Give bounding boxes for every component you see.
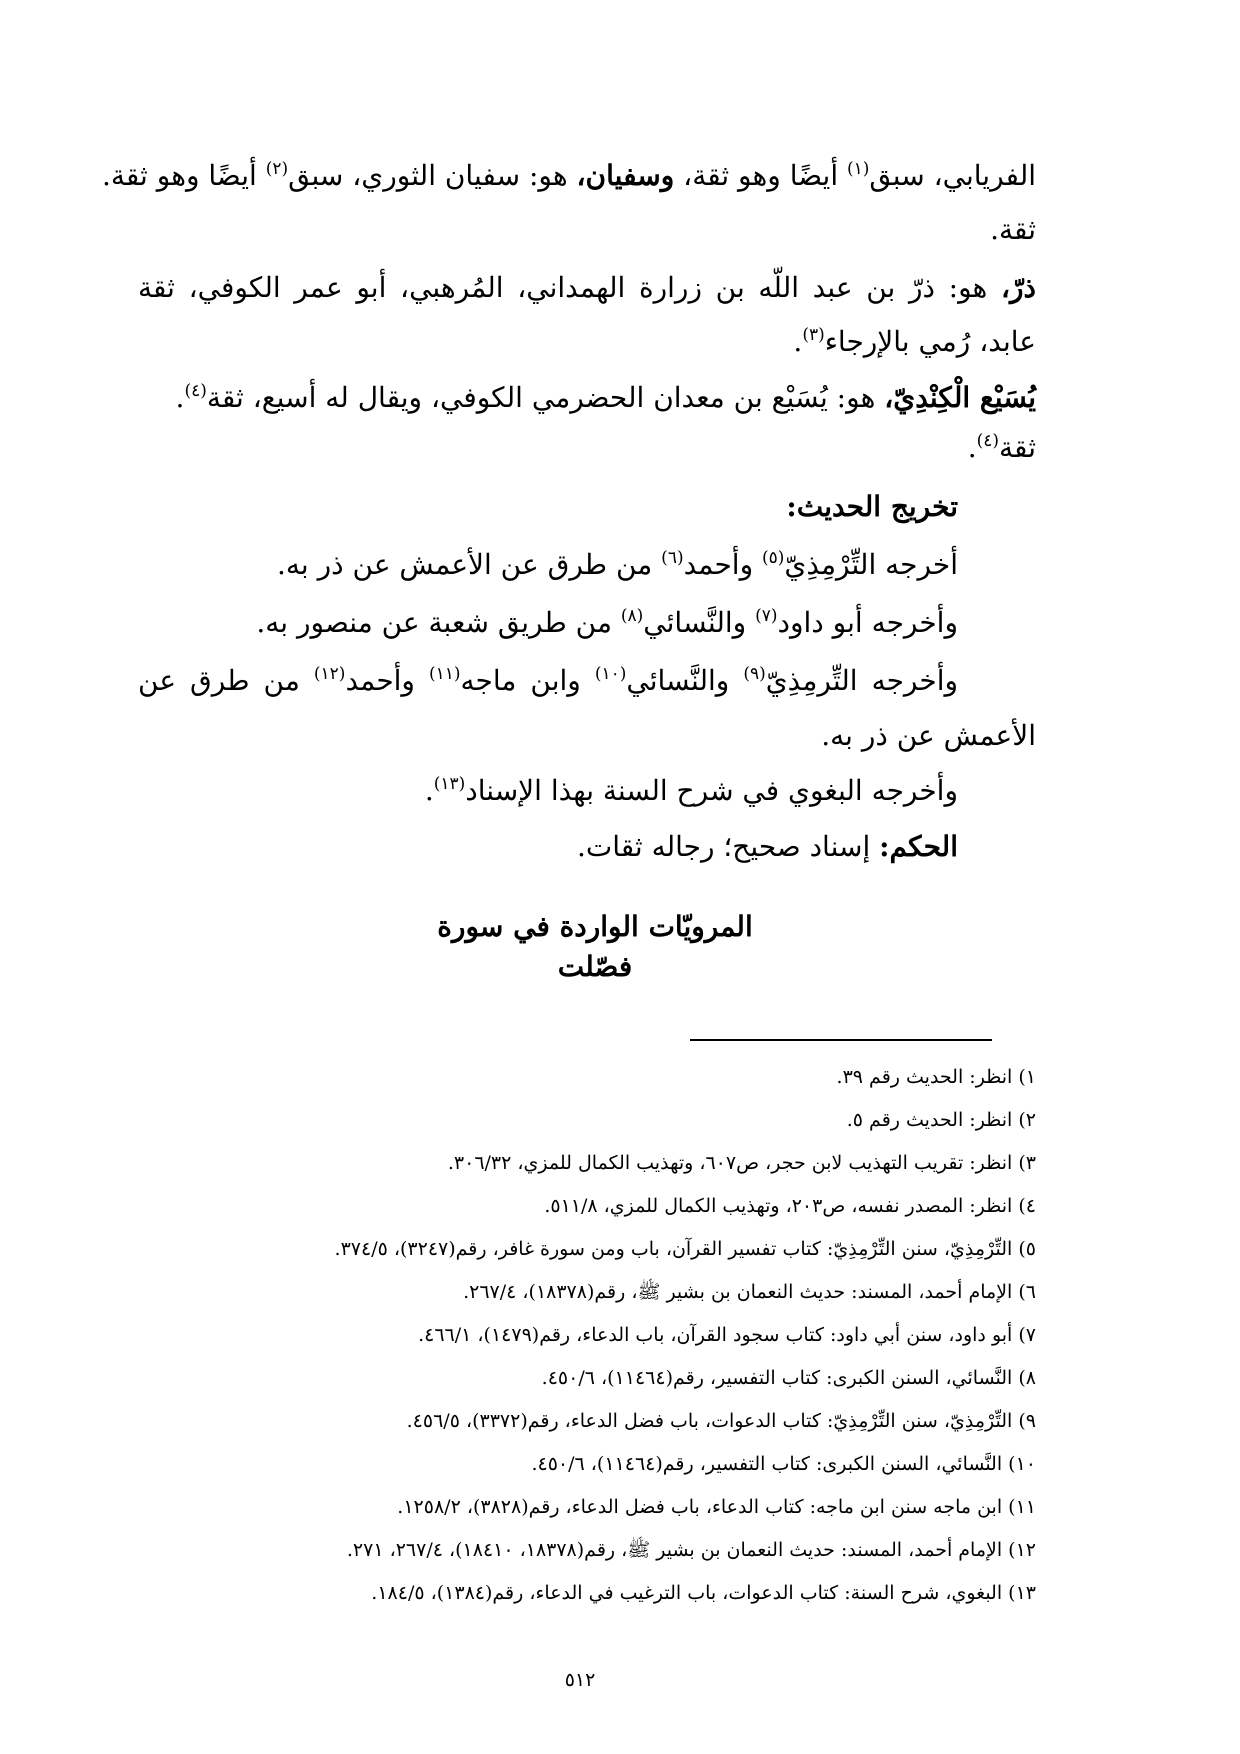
page-number: ٥١٢: [564, 1669, 596, 1691]
footnote-11: ١١) ابن ماجه سنن ابن ماجه: كتاب الدعاء، باب فضل الدعاء، رقم(٣٨٢٨)، ١٢٥٨/٢.: [397, 1496, 1036, 1518]
footnote-5: ٥) التِّرْمِذِيّ، سنن التِّرْمِذِيّ: كتاب تفسير القرآن، باب ومن سورة غافر، رقم(٣٢٤٧)، ٣٧٤/٥.: [334, 1238, 1036, 1260]
body-line-2: ثقة.: [990, 213, 1036, 246]
body-line-4: عابد، رُمي بالإرجاء$^{(٣)}$.: [793, 325, 1036, 358]
takhrij-line-4: الأعمش عن ذر به.: [821, 719, 1036, 752]
footnote-1: ١) انظر: الحديث رقم ٣٩.: [836, 1066, 1036, 1088]
footnote-3: ٣) انظر: تقريب التهذيب لابن حجر، ص٦٠٧، وتهذيب الكمال للمزي، ٣٠٦/٣٢.: [447, 1152, 1036, 1174]
footnote-7: ٧) أبو داود، سنن أبي داود: كتاب سجود القرآن، باب الدعاء، رقم(١٤٧٩)، ٤٦٦/١.: [418, 1324, 1036, 1346]
footnote-13: ١٣) البغوي، شرح السنة: كتاب الدعوات، باب الترغيب في الدعاء، رقم(١٣٨٤)، ١٨٤/٥.: [371, 1582, 1036, 1604]
footnote-10: ١٠) النَّسائي، السنن الكبرى: كتاب التفسير، رقم(١١٤٦٤)، ٤٥٠/٦.: [531, 1453, 1036, 1475]
hukm-line: الحكم: إسناد صحيح؛ رجاله ثقات.: [576, 830, 958, 863]
body-line-3: ذرّ، هو: ذرّ بن عبد اللّه بن زرارة الهمداني، المُرهبي، أبو عمر الكوفي، ثقة: [138, 271, 1036, 304]
takhrij-line-5: وأخرجه البغوي في شرح السنة بهذا الإسناد$^{(١٣)}$.: [424, 774, 958, 807]
takhrij-line-2: وأخرجه أبو داود$^{(٧)}$ والنَّسائي$^{(٨)}$ من طريق شعبة عن منصور به.: [256, 606, 958, 639]
takhrij-line-1: أخرجه التِّرْمِذِيّ$^{(٥)}$ وأحمد$^{(٦)}$ من طرق عن الأعمش عن ذر به.: [277, 548, 958, 581]
footnote-4: ٤) انظر: المصدر نفسه، ص٢٠٣، وتهذيب الكمال للمزي، ٥١١/٨.: [544, 1195, 1036, 1217]
body-line-5: يُسَيْع الْكِنْدِيّ، هو: يُسَيْع بن معدان الحضرمي الكوفي، ويقال له أسيع، ثقة$^{(٤)}$.: [175, 381, 1036, 414]
footnote-8: ٨) النَّسائي، السنن الكبرى: كتاب التفسير، رقم(١١٤٦٤)، ٤٥٠/٦.: [541, 1367, 1036, 1389]
section-heading: تخريج الحديث:: [786, 490, 958, 523]
footnote-2: ٢) انظر: الحديث رقم ٥.: [846, 1109, 1036, 1131]
section-title: المرويّات الواردة في سورة فصّلت: [437, 910, 753, 983]
footnote-9: ٩) التِّرْمِذِيّ، سنن التِّرْمِذِيّ: كتاب الدعوات، باب فضل الدعاء، رقم(٣٣٧٢)، ٤٥٦/٥.: [406, 1410, 1036, 1432]
body-line-6: ثقة$^{(٤)}$.: [967, 431, 1036, 464]
body-line-1: الفريابي، سبق$^{(١)}$ أيضًا وهو ثقة، وسفيان، هو: سفيان الثوري، سبق$^{(٢)}$ أيضًا وهو ثقة.: [101, 159, 1036, 192]
footnote-12: ١٢) الإمام أحمد، المسند: حديث النعمان بن بشير ﷺ، رقم(١٨٣٧٨، ١٨٤١٠)، ٢٦٧/٤، ٢٧١.: [346, 1539, 1036, 1561]
footnote-6: ٦) الإمام أحمد، المسند: حديث النعمان بن بشير ﷺ، رقم(١٨٣٧٨)، ٢٦٧/٤.: [463, 1281, 1036, 1303]
footnote-separator: [690, 1039, 992, 1041]
takhrij-line-3: وأخرجه التِّرمِذِيّ$^{(٩)}$ والنَّسائي$^{(١٠)}$ وابن ماجه$^{(١١)}$ وأحمد$^{(١٢)}$ من طرق عن: [138, 664, 958, 697]
